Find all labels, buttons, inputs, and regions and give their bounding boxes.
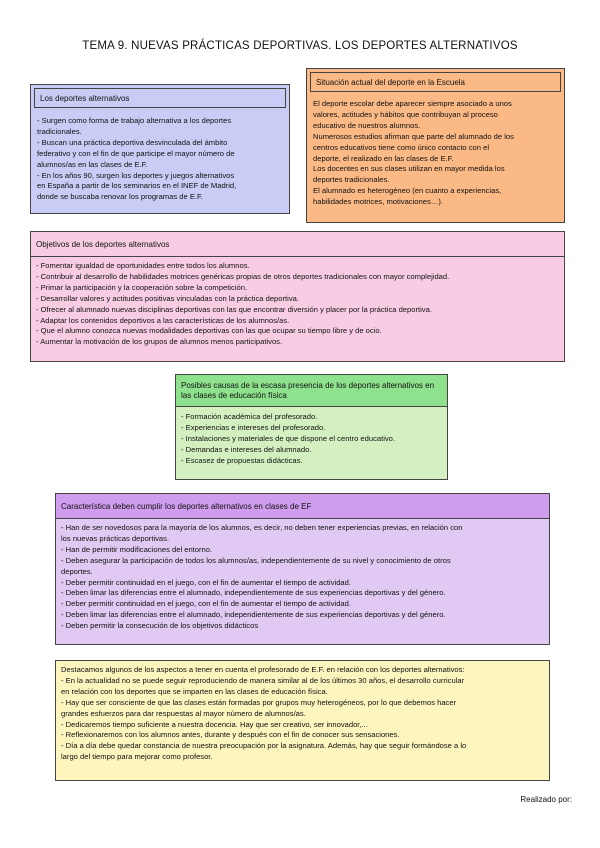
text-line: - Deben limar las diferencias entre el alumnado, independientemente de sus experiencias deportivas y del género. [61, 610, 446, 620]
text-line: - En los años 90, surgen los deportes y juegos alternativos [37, 170, 235, 180]
situacion-actual-box [306, 68, 565, 223]
caracteristicas-heading: Característica deben cumplir los deportes alternativos en clases de EF [56, 494, 549, 519]
caracteristicas-box [55, 493, 550, 645]
text-line: deporte, el realizado en las clases de E.F. [313, 153, 454, 163]
text-line: - Día a día debe quedar constancia de nuestra preocupación por la asignatura. Además, hay que seguir formándose a lo [61, 741, 467, 751]
objetivos-heading: Objetivos de los deportes alternativos [31, 232, 564, 257]
page-title: TEMA 9. NUEVAS PRÁCTICAS DEPORTIVAS. LOS DEPORTES ALTERNATIVOS [82, 40, 518, 52]
posibles-causas-text [176, 407, 447, 472]
text-line: - Deben asegurar la participación de todos los alumnos/as, independientemente de su nivel y conocimiento de otros [61, 555, 451, 565]
text-line: los nuevas prácticas deportivas. [61, 533, 170, 543]
text-line: donde se buscaba renovar los programas de E.F. [37, 192, 203, 202]
text-line: deportes. [61, 566, 93, 576]
text-line: grandes esfuerzos para dar respuestas al mayor número de alumnos/as. [61, 708, 306, 718]
text-line: - Reflexionaremos con los alumnos antes, durante y después con el fin de conocer sus sensaciones. [61, 730, 400, 740]
text-line: - Han de ser novedosos para la mayoría de los alumnos, es decir, no deben tener experiencias previas, en relación con [61, 523, 463, 532]
objetivos-text [31, 257, 564, 352]
posibles-causas-box [175, 374, 448, 480]
text-line: Numerosos estudios afirman que parte del alumnado de los [313, 131, 514, 141]
caracteristicas-text [56, 519, 549, 636]
text-line: - Hay que ser consciente de que las clases están formadas por grupos muy heterogéneos, por lo que debemos hacer [61, 697, 457, 707]
text-line: El alumnado es heterogéneo (en cuanto a experiencias, [313, 186, 502, 196]
deportes-alternativos-text [31, 108, 289, 211]
text-line: - Deben limar las diferencias entre el alumnado, independientemente de sus experiencias deportivas y del género. [61, 588, 446, 598]
text-line: tradicionales. [37, 126, 82, 136]
text-line: federativo y con el fin de que participe el mayor número de [37, 148, 235, 158]
text-line: - Contribuir al desarrollo de habilidades motrices genéricas propias de otros deportes tradicionales con mayor complejidad. [36, 271, 450, 281]
text-line: - Fomentar igualdad de oportunidades entre todos los alumnos. [36, 261, 250, 270]
deportes-alternativos-heading: Los deportes alternativos [34, 88, 286, 108]
text-line: - Adaptar los contenidos deportivos a las características de los alumnos/as. [36, 315, 290, 325]
text-line: centros educativos tiene como único contacto con el [313, 142, 490, 152]
text-line: - Han de permitir modificaciones del entorno. [61, 544, 213, 554]
aspectos-profesorado-box [55, 660, 550, 781]
text-line: en España a partir de los seminarios en el INEF de Madrid, [37, 181, 237, 191]
text-line: largo del tiempo para mejorar como profesor. [61, 752, 213, 762]
text-line: El deporte escolar debe aparecer siempre asociado a unos [313, 99, 512, 108]
text-line: - Demandas e intereses del alumnado. [181, 444, 312, 454]
text-line: - Aumentar la motivación de los grupos de alumnos menos participativos. [36, 337, 283, 347]
text-line: valores, actitudes y hábitos que contribuyan al proceso [313, 109, 498, 119]
text-line: - Que el alumno conozca nuevas modalidades deportivas con las que ocupar su tiempo libre y de ocio. [36, 326, 382, 336]
text-line: - Surgen como forma de trabajo alternativa a los deportes [37, 116, 232, 125]
objetivos-box [30, 231, 565, 362]
text-line: - En la actualidad no se puede seguir reproduciendo de manera similar al de los últimos 30 años, el desarrollo curricular [61, 675, 465, 685]
text-line: - Escasez de propuestas didácticas. [181, 455, 303, 465]
text-line: - Deber permitir continuidad en el juego, con el fin de aumentar el tiempo de actividad. [61, 577, 351, 587]
text-line: alumnos/as en las clases de E.F. [37, 159, 148, 169]
text-line: deportes tradicionales. [313, 175, 390, 185]
text-line: - Deber permitir continuidad en el juego, con el fin de aumentar el tiempo de actividad. [61, 599, 351, 609]
text-line: - Formación académica del profesorado. [181, 412, 318, 421]
text-line: - Primar la participación y la cooperación sobre la competición. [36, 282, 248, 292]
situacion-actual-text [307, 92, 564, 215]
text-line: educativo de nuestros alumnos. [313, 120, 421, 130]
text-line: - Ofrecer al alumnado nuevas disciplinas deportivas con las que encontrar diversión y placer por la práctica deportiva. [36, 304, 432, 314]
text-line: - Instalaciones y materiales de que dispone el centro educativo. [181, 433, 396, 443]
text-line: Los docentes en sus clases utilizan en mayor medida los [313, 164, 505, 174]
situacion-actual-heading: Situación actual del deporte en la Escuela [310, 72, 561, 92]
aspectos-profesorado-text [56, 661, 549, 767]
text-line: - Deben permitir la consecución de los objetivos didácticos [61, 621, 259, 631]
footer-author-label: Realizado por: [520, 795, 572, 804]
text-line: habilidades motrices, motivaciones…). [313, 197, 443, 207]
text-line: - Desarrollar valores y actitudes positivas vinculadas con la práctica deportiva. [36, 293, 299, 303]
text-line: - Experiencias e intereses del profesorado. [181, 422, 326, 432]
text-line: - Buscan una práctica deportiva desvinculada del ámbito [37, 137, 228, 147]
text-line: - Dedicaremos tiempo suficiente a nuestra docencia. Hay que ser creativo, ser innovador,... [61, 719, 368, 729]
text-line: en relación con los deportes que se imparten en las clases de educación física. [61, 686, 328, 696]
posibles-causas-heading: Posibles causas de la escasa presencia de los deportes alternativos en las clases de educación física [176, 375, 447, 407]
deportes-alternativos-box [30, 84, 290, 214]
text-line: Destacamos algunos de los aspectos a tener en cuenta el profesorado de E.F. en relación con los deportes alternativos: [61, 665, 465, 674]
